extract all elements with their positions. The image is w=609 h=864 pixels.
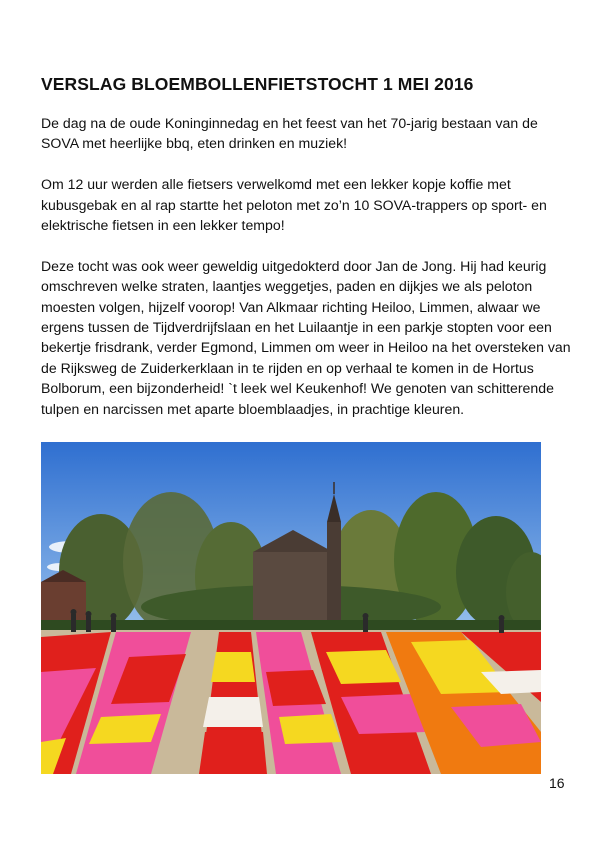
paragraph-intro: De dag na de oude Koninginnedag en het feest van het 70-jarig bestaan van de SOVA met heerlijke bbq, eten drinken en muziek!: [41, 115, 538, 152]
page-number: 16: [549, 775, 565, 791]
article-body: [41, 113, 576, 419]
article-title: VERSLAG BLOEMBOLLENFIETSTOCHT 1 MEI 2016: [41, 74, 474, 94]
tulip-field-illustration: [41, 442, 541, 774]
paragraph-start: Om 12 uur werden alle fietsers verwelkomd met een lekker kopje koffie met kubusgebak en al rap startte het peloton met zo’n 10 SOVA-trappers op sport- en elektrische fietsen in een lekker tempo!: [41, 176, 547, 234]
tulip-field-photo: [41, 442, 541, 774]
flower-beds: [41, 632, 541, 774]
paragraph-route: Deze tocht was ook weer geweldig uitgedokterd door Jan de Jong. Hij had keurig omschreven welke straten, laantjes weggetjes, paden en dijkjes we als peloton moesten volgen, hijzelf voorop! Van Alkmaar richting Heiloo, Limmen, alwaar we ergens tussen de Tijdverdrijfslaan en het Luilaantje in een parkje stopten voor een bekertje frisdrank, verder Egmond, Limmen om weer in Heiloo na het oversteken van de Rijksweg de Zuiderkerklaan in te rijden en op verhaal te komen in de Hortus Bolborum, een bijzonderheid! `t leek wel Keukenhof! We genoten van schitterende tulpen en narcissen met aparte bloemblaadjes, in prachtige kleuren.: [41, 257, 571, 417]
